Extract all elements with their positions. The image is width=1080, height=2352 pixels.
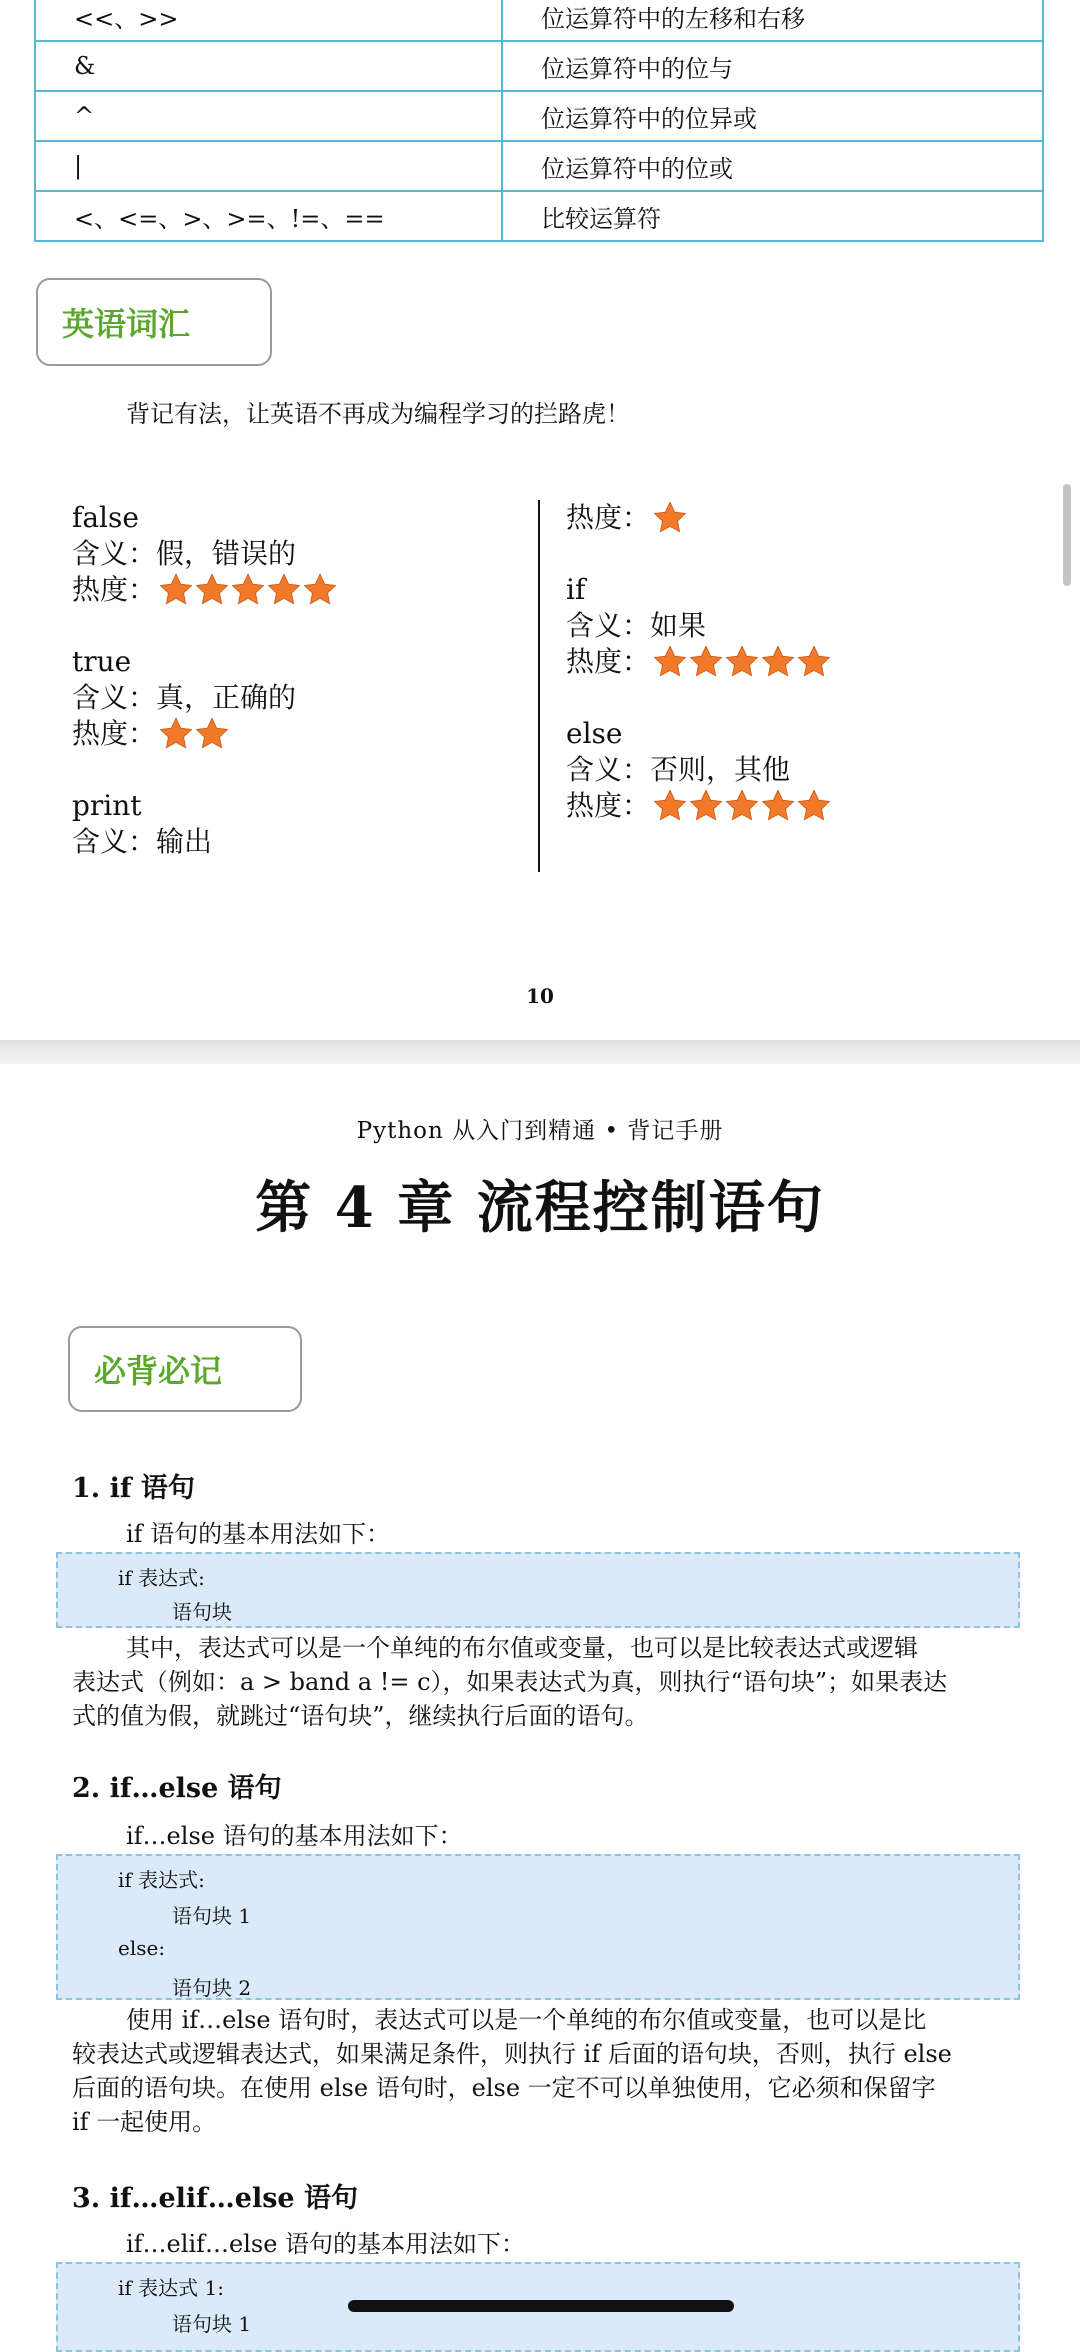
- section-intro: if…elif…else 语句的基本用法如下：: [126, 2230, 526, 2258]
- heat-label: 热度：: [72, 717, 157, 750]
- section-heading: 1. if 语句: [72, 1473, 195, 1504]
- code-block: [56, 1552, 1020, 1628]
- vocab-word: print: [72, 789, 142, 822]
- description-cell: 位运算符中的左移和右移: [502, 0, 1043, 41]
- star-icon: [652, 500, 688, 536]
- code-line: 语句块: [172, 1600, 232, 1624]
- table-row: [35, 0, 1043, 41]
- description-cell: 位运算符中的位与: [502, 41, 1043, 91]
- code-line: else:: [118, 1936, 166, 1960]
- heat-stars: [158, 572, 338, 608]
- vocab-word: true: [72, 645, 132, 678]
- vocab-meaning: 假，错误的: [156, 537, 297, 570]
- code-line: 语句块 1: [172, 1904, 252, 1928]
- vocab-meaning: 否则，其他: [650, 753, 791, 786]
- body-line: 表达式（例如：a > band a != c），如果表达式为真，则执行“语句块”；如果表达: [72, 1668, 948, 1696]
- vocab-word: false: [72, 501, 139, 534]
- section-intro: if 语句的基本用法如下：: [126, 1520, 391, 1548]
- heat-label: 热度：: [566, 645, 651, 678]
- body-line: 其中，表达式可以是一个单纯的布尔值或变量，也可以是比较表达式或逻辑: [126, 1634, 918, 1662]
- operator-cell: |: [35, 141, 502, 191]
- page-number: 10: [526, 984, 554, 1008]
- table-row: [35, 41, 1043, 91]
- table-row: [35, 91, 1043, 141]
- running-header: Python 从入门到精通 • 背记手册: [356, 1118, 724, 1144]
- code-line: 语句块 2: [172, 1976, 252, 2000]
- star-icon: [652, 644, 688, 680]
- vocab-section-title: 英语词汇: [36, 278, 272, 366]
- operator-table: [34, 0, 1044, 242]
- vocab-right-column: [566, 500, 832, 824]
- star-icon: [796, 788, 832, 824]
- star-icon: [194, 572, 230, 608]
- must-memorize-title: 必背必记: [68, 1326, 302, 1412]
- page-separator: [0, 1040, 1080, 1064]
- star-icon: [194, 716, 230, 752]
- operator-cell: <、<=、>、>=、!=、==: [35, 191, 502, 241]
- column-divider: [538, 500, 540, 872]
- star-icon: [796, 644, 832, 680]
- code-block: [56, 1854, 1020, 2000]
- heat-stars: [652, 788, 832, 824]
- table-row: [35, 191, 1043, 241]
- vocab-meaning: 如果: [650, 609, 707, 642]
- star-icon: [724, 788, 760, 824]
- heat-stars: [158, 716, 230, 752]
- star-icon: [652, 788, 688, 824]
- vocab-meaning: 真，正确的: [156, 681, 297, 714]
- meaning-label: 含义：: [72, 537, 157, 570]
- star-icon: [230, 572, 266, 608]
- star-icon: [760, 644, 796, 680]
- star-icon: [158, 716, 194, 752]
- meaning-label: 含义：: [566, 753, 651, 786]
- body-line: 式的值为假，就跳过“语句块”，继续执行后面的语句。: [72, 1702, 649, 1730]
- body-line: 使用 if…else 语句时，表达式可以是一个单纯的布尔值或变量，也可以是比: [126, 2006, 927, 2034]
- star-icon: [688, 788, 724, 824]
- body-line: if 一起使用。: [72, 2108, 217, 2136]
- vocab-word: if: [566, 573, 586, 606]
- description-cell: 位运算符中的位或: [502, 141, 1043, 191]
- heat-stars: [652, 644, 832, 680]
- vocab-meaning: 输出: [156, 825, 213, 858]
- vocab-intro: 背记有法，让英语不再成为编程学习的拦路虎！: [126, 400, 630, 428]
- heat-stars: [652, 500, 688, 536]
- star-icon: [760, 788, 796, 824]
- operator-cell: &: [35, 41, 502, 91]
- star-icon: [688, 644, 724, 680]
- vocab-left-column: [72, 500, 338, 860]
- scrollbar-thumb[interactable]: [1063, 484, 1071, 586]
- star-icon: [302, 572, 338, 608]
- heat-label: 热度：: [72, 573, 157, 606]
- star-icon: [724, 644, 760, 680]
- body-line: 较表达式或逻辑表达式，如果满足条件，则执行 if 后面的语句块，否则，执行 else: [72, 2040, 952, 2068]
- description-cell: 比较运算符: [502, 191, 1043, 241]
- description-cell: 位运算符中的位异或: [502, 91, 1043, 141]
- star-icon: [266, 572, 302, 608]
- chapter-title: 第 4 章 流程控制语句: [255, 1175, 825, 1241]
- operator-cell: <<、>>: [35, 0, 502, 41]
- heat-label: 热度：: [566, 501, 651, 534]
- body-line: 后面的语句块。在使用 else 语句时，else 一定不可以单独使用，它必须和保留字: [72, 2074, 936, 2102]
- meaning-label: 含义：: [72, 825, 157, 858]
- vocab-word: else: [566, 717, 623, 750]
- code-line: if 表达式:: [118, 1868, 205, 1892]
- page-10: [0, 0, 1080, 1040]
- meaning-label: 含义：: [72, 681, 157, 714]
- section-intro: if…else 语句的基本用法如下：: [126, 1822, 463, 1850]
- star-icon: [158, 572, 194, 608]
- code-line: if 表达式:: [118, 1566, 205, 1590]
- meaning-label: 含义：: [566, 609, 651, 642]
- section-heading: 2. if…else 语句: [72, 1773, 282, 1804]
- code-line: if 表达式 1:: [118, 2276, 224, 2300]
- operator-cell: ^: [35, 91, 502, 141]
- home-indicator[interactable]: [348, 2300, 734, 2312]
- table-row: [35, 141, 1043, 191]
- section-heading: 3. if…elif…else 语句: [72, 2183, 358, 2214]
- heat-label: 热度：: [566, 789, 651, 822]
- code-line: 语句块 1: [172, 2312, 252, 2336]
